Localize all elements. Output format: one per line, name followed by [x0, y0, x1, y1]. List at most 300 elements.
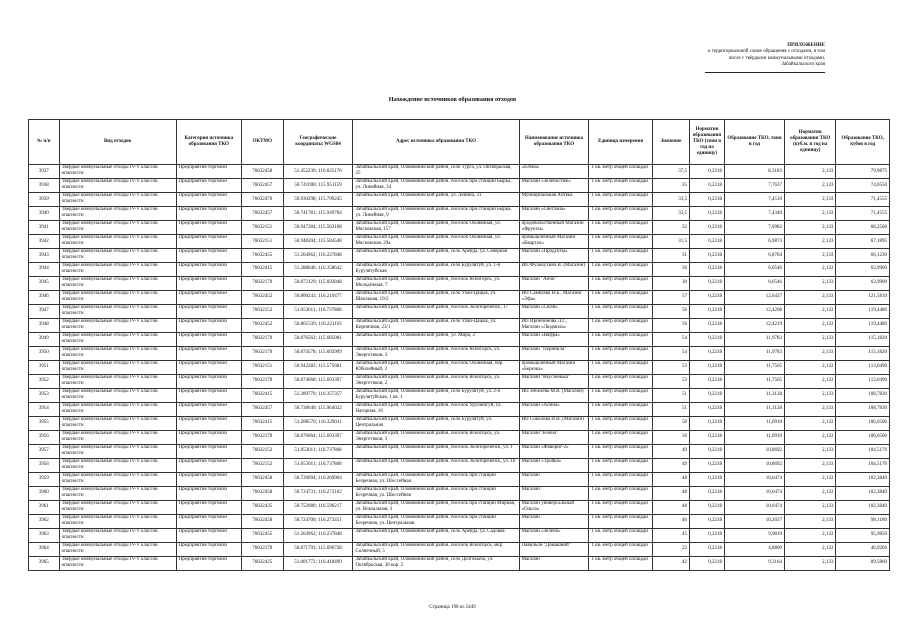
source-name-cell: Магазин универсальный «Ольга»: [519, 500, 589, 514]
source-address-cell: Забайкальский край, Оловяннинский район, поселок при станции Мирная, ул. Вокзальная, 3: [353, 500, 519, 514]
source-name-cell: ИП Соколова И.Н. (Магазин): [519, 416, 589, 430]
source-address-cell: Забайкальский край, Оловяннинский район, село Бурулятуй, ул. Центральная: [353, 416, 519, 430]
source-address-cell: Забайкальский край, Оловяннинский район, поселок при станции Безречная, ул. Шоссейная: [353, 472, 519, 486]
document-title: Нахождение источников образования отходов: [388, 96, 517, 103]
row-number-cell: 3941: [29, 220, 60, 234]
coordinates-cell: 51.053011; 116.737868: [283, 304, 353, 318]
unit-value-cell: 56: [652, 318, 689, 332]
table-row: [29, 165, 890, 179]
unit-value-cell: 49: [652, 444, 689, 458]
col-header-mass: Образование ТКО, тонн в год: [724, 120, 784, 165]
source-category-cell: Предприятия торговли: [176, 346, 242, 360]
norm-cubic-cell: 2,133: [785, 374, 836, 388]
waste-type-cell: Твёрдые коммунальные отходы IV-V классов опасности: [59, 248, 176, 262]
norm-tonnes-cell: 0,2218: [689, 458, 724, 472]
waste-mass-cell: 11,0910: [724, 430, 784, 444]
source-category-cell: Предприятия торговли: [176, 234, 242, 248]
page-footer: Страница 190 из 5449: [429, 605, 476, 610]
norm-cubic-cell: 2,133: [785, 192, 836, 206]
waste-volume-cell: 115,1820: [836, 346, 890, 360]
oktmo-code-cell: 76632170: [242, 542, 284, 556]
source-name-cell: Магазин «Алина»: [519, 402, 589, 416]
unit-value-cell: 31,5: [652, 234, 689, 248]
oktmo-code-cell: 76632415: [242, 388, 284, 402]
oktmo-code-cell: 76632170: [242, 346, 284, 360]
oktmo-code-cell: 76632152: [242, 444, 284, 458]
norm-cubic-cell: 2,133: [785, 402, 836, 416]
col-header-unit: Единица измерения: [589, 120, 652, 165]
col-header-oktmo: ОКТМО: [242, 120, 284, 165]
coordinates-cell: 50.948204; 115.584548: [283, 234, 353, 248]
oktmo-code-cell: 76632170: [242, 430, 284, 444]
col-header-waste: Вид отходов: [59, 120, 176, 165]
norm-tonnes-cell: 0,2218: [689, 388, 724, 402]
unit-of-measure-cell: 1 кв. метр общей площади: [589, 388, 652, 402]
source-name-cell: Магазин «Продукты»: [519, 248, 589, 262]
unit-of-measure-cell: 1 кв. метр общей площади: [589, 346, 652, 360]
col-header-volume: Образование ТКО, кубов в год: [836, 120, 890, 165]
source-address-cell: Забайкальский край, Оловяннинский район, село Долгокыча, ул. Октябрьская, 38 кор. 2: [353, 556, 519, 570]
norm-tonnes-cell: 0,2218: [689, 374, 724, 388]
oktmo-code-cell: 76632470: [242, 192, 284, 206]
source-address-cell: Забайкальский край, Оловяннинский район, поселок Оловянная, ул. Московская, 29а: [353, 234, 519, 248]
source-category-cell: Предприятия торговли: [176, 178, 242, 192]
coordinates-cell: 50.738040; 115.964022: [283, 402, 353, 416]
coordinates-cell: 51.452230; 116.625176: [283, 165, 353, 179]
unit-value-cell: 30: [652, 276, 689, 290]
table-row: [29, 374, 890, 388]
source-category-cell: Предприятия торговли: [176, 360, 242, 374]
col-header-address: Адрес источника образования ТКО: [353, 120, 519, 165]
row-number-cell: 3953: [29, 388, 60, 402]
norm-cubic-cell: 2,133: [785, 360, 836, 374]
row-number-cell: 3959: [29, 472, 60, 486]
waste-mass-cell: 11,7565: [724, 374, 784, 388]
waste-type-cell: Твёрдые коммунальные отходы IV-V классов опасности: [59, 332, 176, 346]
row-number-cell: 3957: [29, 444, 60, 458]
waste-volume-cell: 74,6550: [836, 178, 890, 192]
source-name-cell: Магазин «Тройка»: [519, 458, 589, 472]
waste-type-cell: Твёрдые коммунальные отходы IV-V классов опасности: [59, 192, 176, 206]
source-name-cell: Магазин "Вкусненька": [519, 374, 589, 388]
coordinates-cell: 50.947284; 115.563168: [283, 220, 353, 234]
col-header-coords: Географические координаты WGS84: [283, 120, 353, 165]
norm-cubic-cell: 2,133: [785, 416, 836, 430]
waste-volume-cell: 63,9900: [836, 276, 890, 290]
table-row: [29, 262, 890, 276]
waste-volume-cell: 46,9260: [836, 542, 890, 556]
unit-of-measure-cell: 1 кв. метр общей площади: [589, 332, 652, 346]
source-category-cell: Предприятия торговли: [176, 416, 242, 430]
unit-of-measure-cell: 1 кв. метр общей площади: [589, 192, 652, 206]
waste-type-cell: Твёрдые коммунальные отходы IV-V классов опасности: [59, 262, 176, 276]
source-category-cell: Предприятия торговли: [176, 542, 242, 556]
waste-type-cell: Твёрдые коммунальные отходы IV-V классов опасности: [59, 528, 176, 542]
table-row: [29, 514, 890, 528]
unit-value-cell: 53: [652, 374, 689, 388]
waste-volume-cell: 66,1230: [836, 248, 890, 262]
unit-of-measure-cell: 1 кв. метр общей площади: [589, 556, 652, 570]
source-address-cell: Забайкальский край, Оловяннинский район, село Аренда, ул. Северная: [353, 248, 519, 262]
waste-mass-cell: 10,8692: [724, 458, 784, 472]
oktmo-code-cell: 76632415: [242, 262, 284, 276]
row-number-cell: 3963: [29, 528, 60, 542]
coordinates-cell: 51.288646; 116.358642: [283, 262, 353, 276]
coordinates-cell: 50.752080; 116.596217: [283, 500, 353, 514]
waste-sources-table: [28, 119, 890, 571]
norm-cubic-cell: 2,133: [785, 514, 836, 528]
oktmo-code-cell: 76632152: [242, 304, 284, 318]
appendix-line: числе с твёрдыми коммунальными отходами,: [728, 55, 825, 61]
col-header-value: Значение: [652, 120, 689, 165]
unit-value-cell: 32: [652, 220, 689, 234]
waste-volume-cell: 71,4555: [836, 206, 890, 220]
norm-tonnes-cell: 0,2218: [689, 542, 724, 556]
waste-type-cell: Твёрдые коммунальные отходы IV-V классов опасности: [59, 346, 176, 360]
source-address-cell: Забайкальский край, Оловяннинский район, поселок Оловянная, ул. Московская, 157: [353, 220, 519, 234]
appendix-block: [635, 43, 825, 73]
waste-mass-cell: 8,3183: [724, 165, 784, 179]
coordinates-cell: 50.874668; 115.693397: [283, 374, 353, 388]
norm-tonnes-cell: 0,2218: [689, 290, 724, 304]
norm-tonnes-cell: 0,2218: [689, 206, 724, 220]
waste-mass-cell: 11,9783: [724, 346, 784, 360]
norm-tonnes-cell: 0,2218: [689, 178, 724, 192]
norm-tonnes-cell: 0,2218: [689, 472, 724, 486]
table-row: [29, 248, 890, 262]
oktmo-code-cell: 76632457: [242, 402, 284, 416]
row-number-cell: 3949: [29, 332, 60, 346]
norm-cubic-cell: 2,133: [785, 178, 836, 192]
waste-type-cell: Твёрдые коммунальные отходы IV-V классов опасности: [59, 206, 176, 220]
norm-tonnes-cell: 0,2218: [689, 276, 724, 290]
unit-value-cell: 50: [652, 416, 689, 430]
unit-of-measure-cell: 1 кв. метр общей площади: [589, 206, 652, 220]
waste-volume-cell: 106,6500: [836, 430, 890, 444]
row-number-cell: 3943: [29, 248, 60, 262]
row-number-cell: 3956: [29, 430, 60, 444]
norm-cubic-cell: 2,133: [785, 500, 836, 514]
waste-type-cell: Твёрдые коммунальные отходы IV-V классов опасности: [59, 472, 176, 486]
coordinates-cell: 50.726094; 116.269904: [283, 472, 353, 486]
waste-volume-cell: 106,6500: [836, 416, 890, 430]
unit-value-cell: 51: [652, 388, 689, 402]
unit-value-cell: 46: [652, 514, 689, 528]
norm-cubic-cell: 2,133: [785, 472, 836, 486]
source-address-cell: Забайкальский край, Оловяннинский район, поселок Золотореченск, 17: [353, 304, 519, 318]
waste-volume-cell: 115,1820: [836, 332, 890, 346]
table-row: [29, 556, 890, 570]
unit-value-cell: 54: [652, 346, 689, 360]
norm-tonnes-cell: 0,2218: [689, 444, 724, 458]
unit-of-measure-cell: 1 кв. метр общей площади: [589, 360, 652, 374]
oktmo-code-cell: 76632170: [242, 332, 284, 346]
source-address-cell: Забайкальский край, Оловяннинский район, ул. Мира, 2: [353, 332, 519, 346]
waste-volume-cell: 79,9875: [836, 165, 890, 179]
col-header-name: Наименование источника образования ТКО: [519, 120, 589, 165]
unit-value-cell: 53: [652, 360, 689, 374]
unit-of-measure-cell: 1 кв. метр общей площади: [589, 374, 652, 388]
source-address-cell: Забайкальский край, Оловяннинский район, село Улан-Цацык, ул. Школьная, 19/2: [353, 290, 519, 304]
norm-cubic-cell: 2,133: [785, 276, 836, 290]
row-number-cell: 3944: [29, 262, 60, 276]
row-number-cell: 3958: [29, 458, 60, 472]
source-name-cell: Магазин: [519, 514, 589, 528]
coordinates-cell: 50.741698; 115.951159: [283, 178, 353, 192]
waste-type-cell: Твёрдые коммунальные отходы IV-V классов опасности: [59, 178, 176, 192]
oktmo-code-cell: 76632151: [242, 360, 284, 374]
signature-line: [705, 72, 825, 73]
source-category-cell: Предприятия торговли: [176, 458, 242, 472]
source-category-cell: Предприятия торговли: [176, 318, 242, 332]
table-row: [29, 290, 890, 304]
source-name-cell: ИП Зибелева М.В. (Магазин): [519, 388, 589, 402]
oktmo-code-cell: 76632458: [242, 486, 284, 500]
oktmo-code-cell: 76632455: [242, 528, 284, 542]
table-body: [29, 165, 890, 571]
waste-mass-cell: 10,8692: [724, 444, 784, 458]
source-category-cell: Предприятия торговли: [176, 472, 242, 486]
source-category-cell: Предприятия торговли: [176, 402, 242, 416]
row-number-cell: 3938: [29, 178, 60, 192]
source-address-cell: Забайкальский край, Оловяннинский район, село Бурулятуй, ул. 2-я Бурулятуйская, 1 кв. 1: [353, 388, 519, 402]
waste-type-cell: Твёрдые коммунальные отходы IV-V классов опасности: [59, 500, 176, 514]
unit-of-measure-cell: 1 кв. метр общей площади: [589, 458, 652, 472]
source-name-cell: Магазин «Зелеик»: [519, 528, 589, 542]
unit-value-cell: 48: [652, 486, 689, 500]
norm-tonnes-cell: 0,2218: [689, 318, 724, 332]
source-address-cell: Забайкальский край, Оловяннинский район, поселок Золотореченск, ул. 16: [353, 458, 519, 472]
oktmo-code-cell: 76632458: [242, 165, 284, 179]
norm-cubic-cell: 2,133: [785, 556, 836, 570]
coordinates-cell: 50.741781; 115.949704: [283, 206, 353, 220]
unit-of-measure-cell: 1 кв. метр общей площади: [589, 304, 652, 318]
source-category-cell: Предприятия торговли: [176, 514, 242, 528]
source-address-cell: Забайкальский край, Оловяннинский район, село Бурулятуй, ул. 1-я Бурулятуйская: [353, 262, 519, 276]
source-name-cell: Магазин «Светлана»: [519, 206, 589, 220]
table-row: [29, 220, 890, 234]
oktmo-code-cell: 76632415: [242, 416, 284, 430]
col-header-num: № п/п: [29, 120, 60, 165]
table-row: [29, 318, 890, 332]
source-address-cell: Забайкальский край, Оловяннинский район, село Аренда, ул. Садовая: [353, 528, 519, 542]
unit-of-measure-cell: 1 кв. метр общей площади: [589, 500, 652, 514]
waste-volume-cell: 121,5810: [836, 290, 890, 304]
row-number-cell: 3955: [29, 416, 60, 430]
norm-cubic-cell: 2,133: [785, 388, 836, 402]
source-category-cell: Предприятия торговли: [176, 262, 242, 276]
source-category-cell: Предприятия торговли: [176, 556, 242, 570]
source-address-cell: Забайкальский край, Оловяннинский район, поселок Ясногорск, ул. Молодёжная, 7: [353, 276, 519, 290]
coordinates-cell: 50.861539; 116.221193: [283, 318, 353, 332]
norm-cubic-cell: 2,133: [785, 430, 836, 444]
table-row: [29, 234, 890, 248]
waste-mass-cell: 12,4208: [724, 304, 784, 318]
oktmo-code-cell: 76632170: [242, 374, 284, 388]
norm-cubic-cell: 2,133: [785, 220, 836, 234]
unit-of-measure-cell: 1 кв. метр общей площади: [589, 234, 652, 248]
table-row: [29, 486, 890, 500]
table-row: [29, 542, 890, 556]
source-name-cell: Магазин"Зелёна": [519, 430, 589, 444]
norm-cubic-cell: 2,133: [785, 248, 836, 262]
norm-cubic-cell: 2,133: [785, 234, 836, 248]
source-address-cell: Забайкальский край, Оловяннинский район, поселок при станции Безречная, ул. Центральная: [353, 514, 519, 528]
source-address-cell: Забайкальский край, Оловяннинский район, поселок Урулюнгуй, ул. Нагорная, 16: [353, 402, 519, 416]
waste-mass-cell: 11,3128: [724, 388, 784, 402]
table-row: [29, 192, 890, 206]
oktmo-code-cell: 76632151: [242, 234, 284, 248]
unit-value-cell: 22: [652, 542, 689, 556]
waste-mass-cell: 12,4219: [724, 318, 784, 332]
source-address-cell: Забайкальский край, Оловяннинский район, поселок Ясногорск, ул. Энергетиков, 3: [353, 430, 519, 444]
waste-volume-cell: 104,5170: [836, 444, 890, 458]
waste-mass-cell: 10,2037: [724, 514, 784, 528]
waste-volume-cell: 119,4480: [836, 304, 890, 318]
norm-tonnes-cell: 0,2218: [689, 332, 724, 346]
norm-tonnes-cell: 0,2218: [689, 248, 724, 262]
coordinates-cell: 51.001772; 116.418490: [283, 556, 353, 570]
coordinates-cell: 50.876664; 115.693397: [283, 430, 353, 444]
appendix-heading: ПРИЛОЖЕНИЕ: [787, 43, 825, 48]
unit-of-measure-cell: 1 кв. метр общей площади: [589, 165, 652, 179]
source-category-cell: Предприятия торговли: [176, 332, 242, 346]
oktmo-code-cell: 76632457: [242, 206, 284, 220]
row-number-cell: 3939: [29, 192, 60, 206]
row-number-cell: 3945: [29, 276, 60, 290]
waste-type-cell: Твёрдые коммунальные отходы IV-V классов опасности: [59, 220, 176, 234]
table-header-row: [29, 120, 890, 165]
waste-mass-cell: 10,6474: [724, 486, 784, 500]
unit-of-measure-cell: 1 кв. метр общей площади: [589, 542, 652, 556]
table-row: [29, 388, 890, 402]
oktmo-code-cell: 76632457: [242, 178, 284, 192]
norm-cubic-cell: 2,133: [785, 290, 836, 304]
source-category-cell: Предприятия торговли: [176, 500, 242, 514]
waste-mass-cell: 10,6474: [724, 472, 784, 486]
waste-mass-cell: 6,6546: [724, 262, 784, 276]
source-address-cell: Забайкальский край, Оловяннинский район, поселок при станции Бырка, ул. Линейная, 9: [353, 206, 519, 220]
oktmo-code-cell: 76632151: [242, 220, 284, 234]
source-name-cell: Магазин: [519, 556, 589, 570]
table-row: [29, 360, 890, 374]
waste-volume-cell: 63,9900: [836, 262, 890, 276]
source-name-cell: ИП Самбуева Н.Б., Магазин «Эфа»: [519, 290, 589, 304]
unit-value-cell: 33,5: [652, 206, 689, 220]
row-number-cell: 3951: [29, 360, 60, 374]
waste-volume-cell: 102,3840: [836, 500, 890, 514]
waste-mass-cell: 7,0982: [724, 220, 784, 234]
unit-value-cell: 56: [652, 304, 689, 318]
norm-tonnes-cell: 0,2218: [689, 262, 724, 276]
unit-of-measure-cell: 1 кв. метр общей площади: [589, 430, 652, 444]
coordinates-cell: 51.288570; 116.329011: [283, 416, 353, 430]
unit-value-cell: 48: [652, 472, 689, 486]
oktmo-code-cell: 76632452: [242, 318, 284, 332]
waste-type-cell: Твёрдые коммунальные отходы IV-V классов опасности: [59, 388, 176, 402]
row-number-cell: 3937: [29, 165, 60, 179]
waste-type-cell: Твёрдые коммунальные отходы IV-V классов опасности: [59, 542, 176, 556]
table-row: [29, 206, 890, 220]
waste-type-cell: Твёрдые коммунальные отходы IV-V классов опасности: [59, 486, 176, 500]
unit-value-cell: 30: [652, 262, 689, 276]
table-row: [29, 332, 890, 346]
norm-tonnes-cell: 0,2218: [689, 304, 724, 318]
coordinates-cell: 51.053011; 116.737868: [283, 458, 353, 472]
source-category-cell: Предприятия торговли: [176, 528, 242, 542]
source-name-cell: продовольственный Магазин «Фрукты»: [519, 220, 589, 234]
source-name-cell: Павильон "Домашний": [519, 542, 589, 556]
source-name-cell: ИП Иринчинова Л.Г., Магазин «Людмила»: [519, 318, 589, 332]
unit-of-measure-cell: 1 кв. метр общей площади: [589, 472, 652, 486]
waste-volume-cell: 68,2560: [836, 220, 890, 234]
unit-value-cell: 50: [652, 430, 689, 444]
coordinates-cell: 50.942282; 115.575681: [283, 360, 353, 374]
row-number-cell: 3946: [29, 290, 60, 304]
source-address-cell: Забайкальский край, Оловяннинский район, поселок Золотореченск, ул. 1: [353, 444, 519, 458]
norm-tonnes-cell: 0,2218: [689, 556, 724, 570]
coordinates-cell: 50.873129; 115.692848: [283, 276, 353, 290]
coordinates-cell: 50.800243; 116.219477: [283, 290, 353, 304]
unit-value-cell: 51: [652, 402, 689, 416]
coordinates-cell: 50.876562; 115.685081: [283, 332, 353, 346]
waste-volume-cell: 102,3840: [836, 486, 890, 500]
source-category-cell: Предприятия торговли: [176, 444, 242, 458]
waste-type-cell: Твёрдые коммунальные отходы IV-V классов опасности: [59, 318, 176, 332]
waste-type-cell: Твёрдые коммунальные отходы IV-V классов опасности: [59, 514, 176, 528]
source-category-cell: Предприятия торговли: [176, 192, 242, 206]
source-category-cell: Предприятия торговли: [176, 374, 242, 388]
coordinates-cell: 51.264962; 116.227848: [283, 248, 353, 262]
norm-tonnes-cell: 0,2218: [689, 500, 724, 514]
norm-cubic-cell: 2,133: [785, 346, 836, 360]
source-category-cell: Предприятия торговли: [176, 248, 242, 262]
waste-type-cell: Твёрдые коммунальные отходы IV-V классов опасности: [59, 290, 176, 304]
norm-tonnes-cell: 0,2218: [689, 402, 724, 416]
norm-cubic-cell: 2,133: [785, 486, 836, 500]
waste-mass-cell: 4,8800: [724, 542, 784, 556]
source-name-cell: Муниципальная Аптека: [519, 192, 589, 206]
unit-of-measure-cell: 1 кв. метр общей площади: [589, 318, 652, 332]
source-address-cell: Забайкальский край, Оловяннинский район, село Турга, ул. Октябрьская, 25: [353, 165, 519, 179]
coordinates-cell: 51.053011; 116.737868: [283, 444, 353, 458]
waste-type-cell: Твёрдые коммунальные отходы IV-V классов опасности: [59, 430, 176, 444]
row-number-cell: 3940: [29, 206, 60, 220]
waste-volume-cell: 98,1180: [836, 514, 890, 528]
norm-tonnes-cell: 0,2218: [689, 192, 724, 206]
waste-type-cell: Твёрдые коммунальные отходы IV-V классов опасности: [59, 444, 176, 458]
norm-tonnes-cell: 0,2218: [689, 416, 724, 430]
appendix-line: к территориальной схеме обращения с отходами, в том: [708, 49, 825, 55]
norm-tonnes-cell: 0,2218: [689, 514, 724, 528]
source-name-cell: Магазин "Анчи": [519, 276, 589, 290]
unit-value-cell: 48: [652, 500, 689, 514]
unit-value-cell: 57: [652, 290, 689, 304]
source-category-cell: Предприятия торговли: [176, 220, 242, 234]
waste-mass-cell: 9,3164: [724, 556, 784, 570]
col-header-norm-t: Норматив образования ТКО (тонн в год на единицу): [689, 120, 724, 165]
source-category-cell: Предприятия торговли: [176, 304, 242, 318]
waste-mass-cell: 12,6437: [724, 290, 784, 304]
oktmo-code-cell: 76632452: [242, 290, 284, 304]
oktmo-code-cell: 76632458: [242, 472, 284, 486]
unit-of-measure-cell: 1 кв. метр общей площади: [589, 262, 652, 276]
norm-tonnes-cell: 0,2218: [689, 346, 724, 360]
waste-type-cell: Твёрдые коммунальные отходы IV-V классов опасности: [59, 234, 176, 248]
norm-cubic-cell: 2,133: [785, 206, 836, 220]
source-category-cell: Предприятия торговли: [176, 290, 242, 304]
row-number-cell: 3961: [29, 500, 60, 514]
